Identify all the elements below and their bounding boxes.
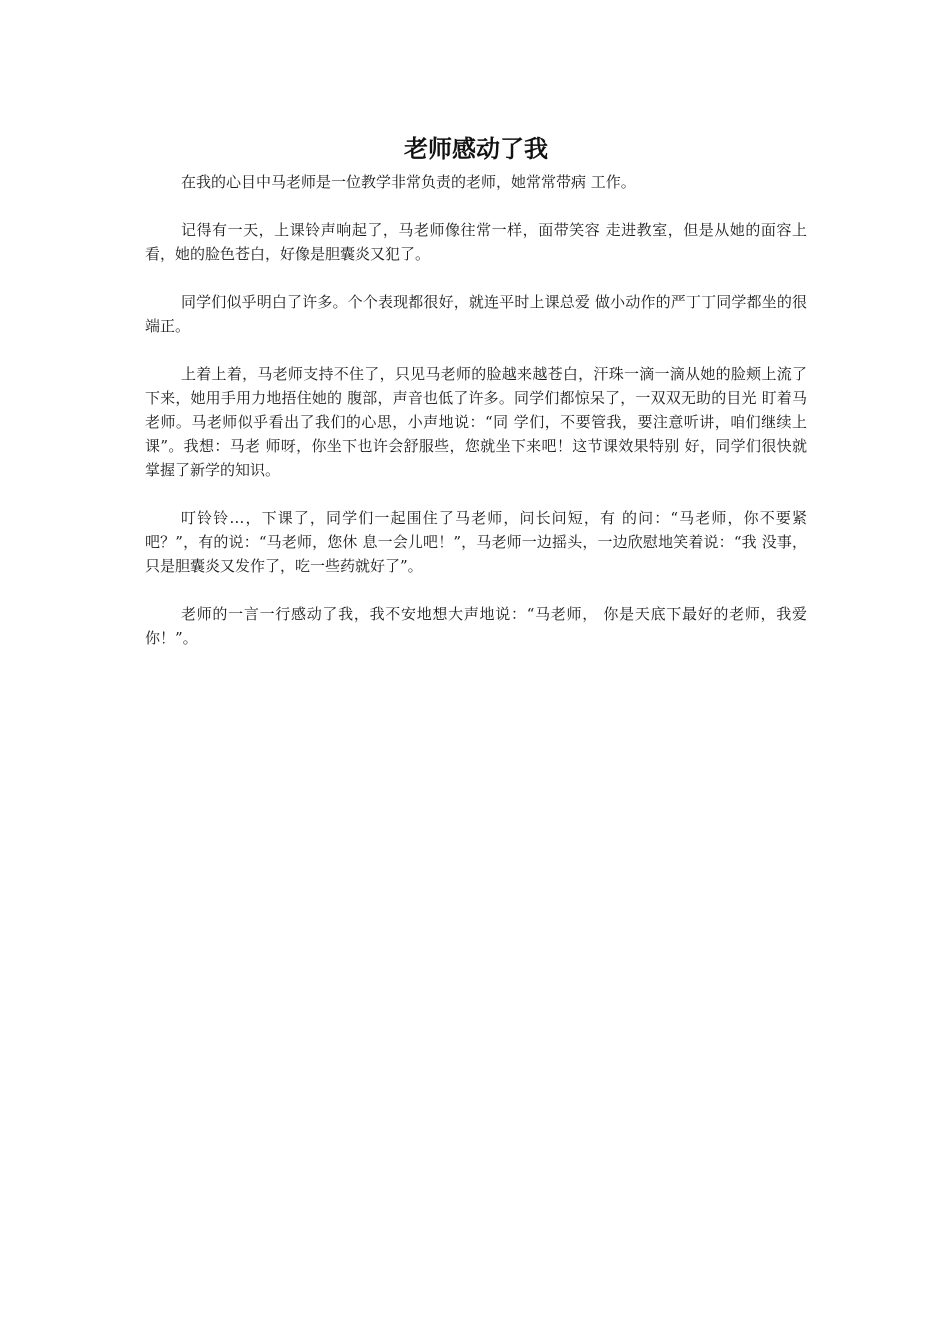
paragraph-2: 记得有一天，上课铃声响起了，马老师像往常一样，面带笑容 走进教室，但是从她的面容上看，她的脸色苍白，好像是胆囊炎又犯了。 xyxy=(145,221,807,263)
paragraph-5: 叮铃铃…，下课了，同学们一起围住了马老师，问长问短，有 的问：“马老师，你不要紧吧？”，有的说：“马老师，您休 息一会儿吧！”，马老师一边摇头，一边欣慰地笑着说：“我 没事，只是胆囊炎又发作了，吃一些药就好了”。 xyxy=(145,509,807,575)
paragraph-4: 上着上着，马老师支持不住了，只见马老师的脸越来越苍白，汗珠一滴一滴从她的脸颊上流了下来，她用手用力地捂住她的 腹部，声音也低了许多。同学们都惊呆了，一双双无助的目光 盯着马老师。马老师似乎看出了我们的心思，小声地说：“同 学们，不要管我，要注意听讲，咱们继续上课”。我想：马老 师呀，你坐下也许会舒服些，您就坐下来吧！这节课效果特别 好，同学们很快就掌握了新学的知识。 xyxy=(145,365,807,479)
paragraph-1: 在我的心目中马老师是一位教学非常负责的老师，她常常带病 工作。 xyxy=(181,173,636,191)
paragraph-6: 老师的一言一行感动了我，我不安地想大声地说：“马老师， 你是天底下最好的老师，我爱你！”。 xyxy=(145,605,807,647)
document-body xyxy=(145,132,807,674)
paragraph-3: 同学们似乎明白了许多。个个表现都很好，就连平时上课总爱 做小动作的严丁丁同学都坐的很端正。 xyxy=(145,293,807,335)
document-title: 老师感动了我 xyxy=(404,135,548,163)
